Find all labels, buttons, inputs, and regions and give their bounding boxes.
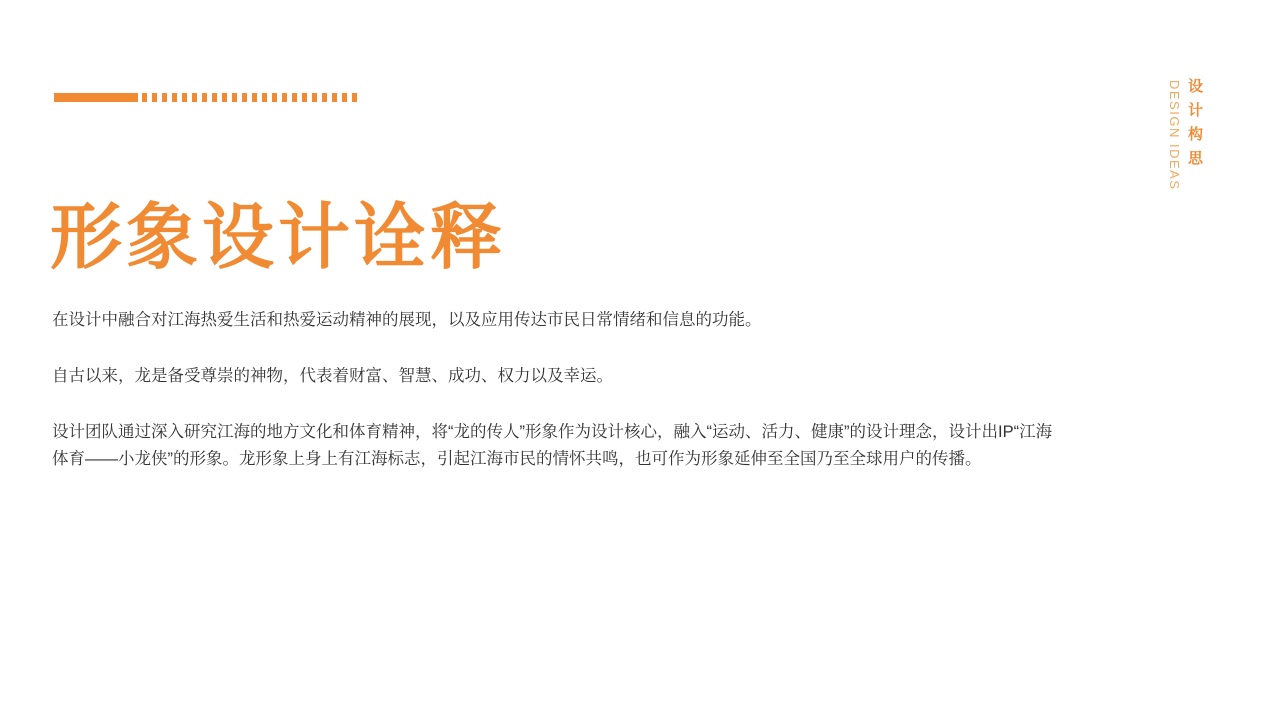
title-decoration <box>54 92 362 102</box>
decoration-dash <box>152 93 157 102</box>
decoration-dash <box>142 93 147 102</box>
paragraph: 在设计中融合对江海热爱生活和热爱运动精神的展现，以及应用传达市民日常情绪和信息的功能。 <box>52 311 762 329</box>
decoration-dash <box>312 93 317 102</box>
decoration-dash-group <box>142 93 362 102</box>
decoration-dash <box>232 93 237 102</box>
side-label-english: DESIGN IDEAS <box>1167 80 1182 191</box>
side-label-chinese: 设计构思 <box>1186 78 1203 174</box>
decoration-dash <box>192 93 197 102</box>
paragraph: 自古以来，龙是备受尊崇的神物，代表着财富、智慧、成功、权力以及幸运。 <box>52 366 613 385</box>
decoration-solid-bar <box>54 93 138 102</box>
decoration-dash <box>162 93 167 102</box>
decoration-dash <box>252 93 257 102</box>
decoration-dash <box>352 93 357 102</box>
decoration-dash <box>172 93 177 102</box>
decoration-dash <box>212 93 217 102</box>
decoration-dash <box>262 93 267 102</box>
decoration-dash <box>302 93 307 102</box>
decoration-dash <box>272 93 277 102</box>
section-side-label <box>1168 78 1202 190</box>
decoration-dash <box>282 93 287 102</box>
decoration-dash <box>342 93 347 102</box>
decoration-dash <box>202 93 207 102</box>
decoration-dash <box>222 93 227 102</box>
decoration-dash <box>322 93 327 102</box>
decoration-dash <box>332 93 337 102</box>
body-text-block <box>52 308 1062 473</box>
page-title: 形象设计诠释 <box>50 195 507 280</box>
paragraph: 设计团队通过深入研究江海的地方文化和体育精神，将“龙的传人”形象作为设计核心，融入“运动、活力、健康”的设计理念，设计出IP“江海体育——小龙侠”的形象。龙形象上身上有江海标志，引起江海市民的情怀共鸣，也可作为形象延伸至全国乃至全球用户的传播。 <box>52 423 1053 468</box>
decoration-dash <box>242 93 247 102</box>
decoration-dash <box>182 93 187 102</box>
decoration-dash <box>292 93 297 102</box>
